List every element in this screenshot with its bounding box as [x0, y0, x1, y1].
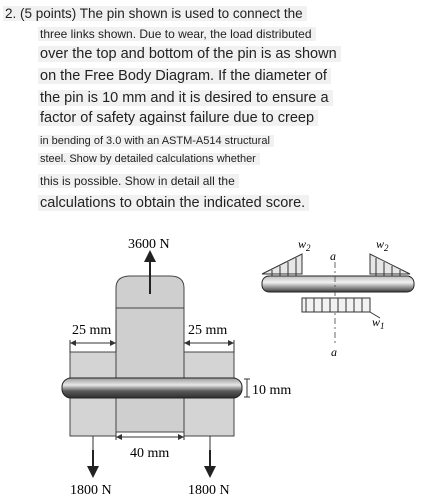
bottom-right-load-label: 1800 N	[188, 483, 230, 498]
question-line-8: steel. Show by detailed calculations whether	[38, 153, 260, 165]
question-line-7: in bending of 3.0 with an ASTM-A514 structural	[38, 135, 274, 147]
right-gap-dimension	[184, 340, 234, 352]
question-line-9: this is possible. Show in detail all the	[38, 174, 239, 188]
fbd-a-top-label: a	[330, 249, 336, 263]
left-gap-label: 25 mm	[72, 323, 112, 338]
question-line-6: factor of safety against failure due to creep	[38, 110, 318, 126]
question-line-10: calculations to obtain the indicated score.	[38, 195, 309, 211]
fbd-bottom-load	[302, 298, 370, 312]
right-gap-label: 25 mm	[188, 323, 228, 338]
fbd-pin	[262, 276, 414, 292]
middle-width-dimension	[116, 432, 184, 440]
top-load-label: 3600 N	[128, 237, 170, 252]
diameter-dimension	[244, 379, 250, 397]
pin	[62, 378, 242, 398]
middle-width-label: 40 mm	[130, 446, 170, 461]
right-link	[184, 352, 234, 452]
middle-link	[116, 276, 184, 432]
bottom-right-load-arrow	[204, 450, 216, 478]
fbd-w2-left-label: $w_2$	[298, 237, 311, 253]
left-link	[70, 352, 116, 452]
fbd-w1-label: $w_1$	[372, 315, 385, 331]
free-body-diagram	[262, 254, 414, 346]
bottom-left-load-arrow	[87, 450, 99, 478]
bottom-left-load-label: 1800 N	[70, 483, 112, 498]
fbd-a-bottom-label: a	[331, 345, 337, 359]
question-line-3: over the top and bottom of the pin is as shown	[38, 46, 341, 62]
question-line-5: the pin is 10 mm and it is desired to ensure a	[38, 90, 333, 106]
question-line-4: on the Free Body Diagram. If the diameter of	[38, 68, 331, 84]
question-line-2: three links shown. Due to wear, the load distributed	[38, 27, 316, 41]
fbd-w2-right-label: $w_2$	[376, 237, 389, 253]
diameter-label: 10 mm	[252, 383, 292, 398]
question-line-1: 2. (5 points) The pin shown is used to connect the	[3, 6, 307, 21]
